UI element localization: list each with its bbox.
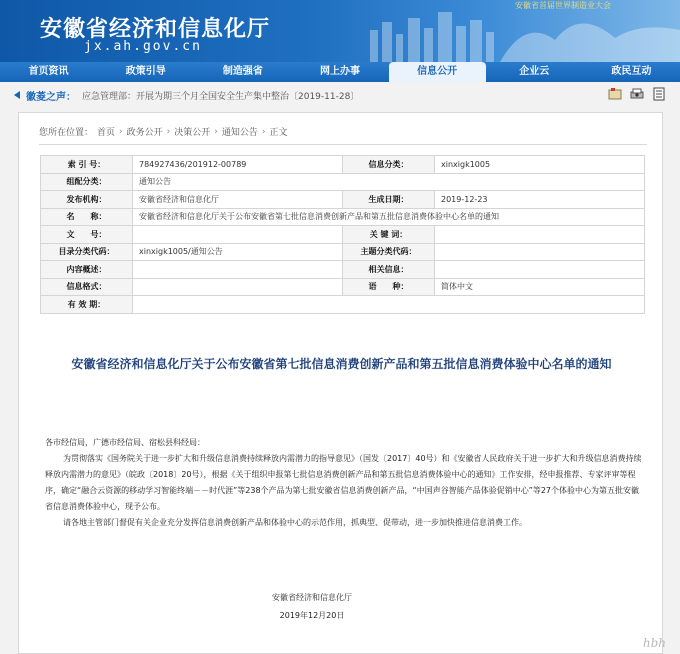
chevron-right-icon: › [261, 126, 266, 137]
nav-item-home[interactable]: 首页资讯 [28, 66, 69, 77]
breadcrumb [39, 125, 288, 138]
meta-value [133, 261, 343, 279]
meta-key: 名 称： [41, 208, 133, 226]
tools [608, 87, 666, 101]
body-paragraph: 为贯彻落实《国务院关于进一步扩大和升级信息消费持续释放内需潜力的指导意见》（国发〔2017〕40号）和《安徽省人民政府关于进一步扩大和升级信息消费持续释放内需潜力的意见》（皖政〔2018〕20号），根据《关于组织申报第七批信息消费创新产品和第五批信息消费体验中心的通知》工作安排，经申报推荐、专家评审等程序，确定“融合云资源的移动学习智能终端－－时代涯”等238个产品为第七批安徽省信息消费创新产品，“中国声谷智能产品体验促销中心”等27个体验中心为第五批安徽省信息消费体验中心，现予公布。 [45, 454, 642, 511]
main-nav [0, 62, 680, 82]
meta-key: 索 引 号： [41, 156, 133, 174]
chevron-right-icon: › [119, 126, 123, 137]
nav-item-interaction[interactable]: 政民互动 [611, 66, 652, 77]
site-banner [0, 0, 680, 62]
breadcrumb-link-home[interactable]: 首页 [97, 128, 116, 138]
meta-value [435, 243, 645, 261]
banner-tag: 安徽省首届世界制造业大会 [515, 1, 611, 10]
signature-block [257, 589, 367, 625]
table-row [41, 243, 645, 261]
signature-org: 安徽省经济和信息化厅 [272, 593, 352, 602]
meta-value: 安徽省经济和信息化厅 [133, 191, 343, 209]
table-row [41, 296, 645, 314]
breadcrumb-link-decision[interactable]: 决策公开 [174, 128, 211, 138]
meta-key: 生成日期： [343, 191, 435, 209]
notice-label: 徽菱之声： [26, 91, 76, 103]
salutation: 各市经信局，广德市经信局、宿松县科经局： [45, 438, 205, 447]
meta-key: 发布机构： [41, 191, 133, 209]
divider [39, 144, 647, 145]
document-title: 安徽省经济和信息化厅关于公布安徽省第七批信息消费创新产品和第五批信息消费体验中心名单的通知 [71, 357, 612, 371]
signature-date: 2019年12月20日 [279, 611, 345, 620]
meta-key: 信息分类： [343, 156, 435, 174]
breadcrumb-link-notices[interactable]: 通知公告 [221, 128, 258, 138]
document-body [45, 435, 645, 531]
nav-item-online-service[interactable]: 网上办事 [319, 66, 360, 77]
meta-value [133, 278, 343, 296]
meta-key: 内容概述： [41, 261, 133, 279]
site-title[interactable]: 安徽省经济和信息化厅 [40, 17, 271, 42]
meta-value [133, 296, 645, 314]
nav-item-info-disclosure[interactable]: 信息公开 [389, 62, 486, 82]
table-row [41, 191, 645, 209]
meta-key: 目录分类代码： [41, 243, 133, 261]
table-row [41, 261, 645, 279]
site-domain: jx.ah.gov.cn [84, 39, 202, 54]
bookmark-icon[interactable] [608, 87, 622, 101]
table-row [41, 173, 645, 191]
speaker-icon [14, 91, 20, 99]
meta-value [435, 226, 645, 244]
meta-value: 通知公告 [133, 173, 645, 191]
nav-item-manufacturing[interactable]: 制造强省 [222, 66, 263, 77]
meta-value: 安徽省经济和信息化厅关于公布安徽省第七批信息消费创新产品和第五批信息消费体验中心名单的通知 [133, 208, 645, 226]
meta-value: xinxigk1005 [435, 156, 645, 174]
nav-item-enterprise-cloud[interactable]: 企业云 [519, 66, 550, 77]
meta-value: xinxigk1005/通知公告 [133, 243, 343, 261]
meta-key: 有 效 期： [41, 296, 133, 314]
chevron-right-icon: › [166, 126, 171, 137]
content-card [18, 112, 663, 654]
meta-value: 784927436/201912-00789 [133, 156, 343, 174]
meta-key: 组配分类： [41, 173, 133, 191]
table-row [41, 278, 645, 296]
breadcrumb-current: 正文 [269, 128, 288, 138]
watermark: hbh [642, 636, 666, 650]
list-icon[interactable] [652, 87, 666, 101]
breadcrumb-prefix: 您所在位置： [39, 128, 94, 138]
meta-value [435, 261, 645, 279]
meta-value: 2019-12-23 [435, 191, 645, 209]
metadata-table [40, 155, 645, 314]
notice-bar [14, 86, 668, 104]
print-icon[interactable] [630, 87, 644, 101]
body-paragraph: 请各地主管部门督促有关企业充分发挥信息消费创新产品和体验中心的示范作用，抓典型、促带动，进一步加快推进信息消费工作。 [63, 518, 527, 527]
notice-text[interactable]: 应急管理部：开展为期三个月全国安全生产集中整治〔2019-11-28〕 [82, 91, 360, 102]
breadcrumb-link-gov-affairs[interactable]: 政务公开 [126, 128, 163, 138]
meta-key: 信息格式： [41, 278, 133, 296]
table-row [41, 226, 645, 244]
table-row [41, 156, 645, 174]
nav-item-policy[interactable]: 政策引导 [125, 66, 166, 77]
table-row [41, 208, 645, 226]
meta-key: 关 键 词： [343, 226, 435, 244]
meta-key: 文 号： [41, 226, 133, 244]
meta-key: 语 种： [343, 278, 435, 296]
chevron-right-icon: › [214, 126, 218, 137]
meta-value: 简体中文 [435, 278, 645, 296]
meta-key: 主题分类代码： [343, 243, 435, 261]
meta-key: 相关信息： [343, 261, 435, 279]
meta-value [133, 226, 343, 244]
